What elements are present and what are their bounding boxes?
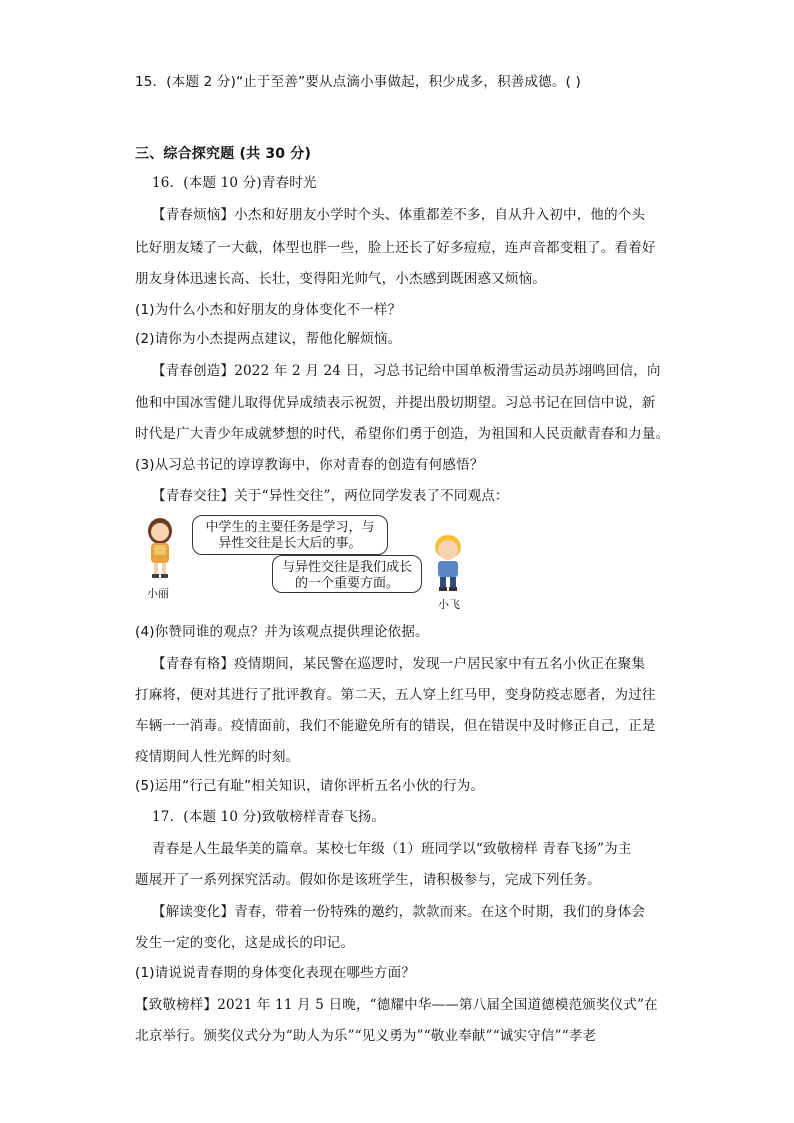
sub-question: (4)你赞同谁的观点？并为该观点提供理论依据。: [135, 624, 429, 640]
paragraph-line: 题展开了一系列探究活动。假如你是该班学生，请积极参与，完成下列任务。: [135, 872, 601, 888]
paragraph-line: 车辆一一消毒。疫情面前，我们不能避免所有的错误，但在错误中及时修正自己，正是: [135, 718, 656, 734]
question-17-header: 17．(本题 10 分)致敬榜样青春飞扬。: [152, 809, 386, 825]
question-16-header: 16．(本题 10 分)青春时光: [152, 175, 317, 191]
bubble-text: 中学生的主要任务是学习，与: [205, 520, 375, 535]
paragraph-line: 发生一定的变化，这是成长的印记。: [135, 935, 355, 951]
speech-bubble-right: [272, 555, 422, 593]
question-15: 15．(本题 2 分)“止于至善”要从点滴小事做起，积少成多，积善成德。( ): [135, 74, 581, 90]
section-title: 三、综合探究题 (共 30 分): [135, 146, 312, 162]
paragraph-line: 【青春创造】2022 年 2 月 24 日，习总书记给中国单板滑雪运动员苏翊鸣回信，向: [152, 363, 661, 379]
paragraph-line: 疫情期间人性光辉的时刻。: [135, 749, 300, 765]
name-label-left: 小丽: [147, 587, 169, 600]
bubble-text: 的一个重要方面。: [294, 576, 399, 591]
girl-figure: [143, 517, 177, 579]
paragraph-line: 时代是广大青少年成就梦想的时代，希望你们勇于创造，为祖国和人民贡献青春和力量。: [135, 426, 670, 442]
paragraph-line: 【青春烦恼】小杰和好朋友小学时个头、体重都差不多，自从升入初中，他的个头: [152, 207, 646, 223]
boy-figure: [428, 533, 468, 593]
sub-question: (1)为什么小杰和好朋友的身体变化不一样？: [135, 302, 402, 318]
paragraph-line: 朋友身体迅速长高、长壮，变得阳光帅气，小杰感到既困惑又烦恼。: [135, 271, 546, 287]
sub-question: (5)运用“行己有耻”相关知识，请你评析五名小伙的行为。: [135, 778, 485, 794]
paragraph-line: 青春是人生最华美的篇章。某校七年级（1）班同学以“致敬榜样 青春飞扬”为主: [152, 841, 632, 857]
sub-question: (1)请说说青春期的身体变化表现在哪些方面？: [135, 965, 416, 981]
paragraph-line: 【青春有格】疫情期间，某民警在巡逻时，发现一户居民家中有五名小伙正在聚集: [152, 656, 646, 672]
bubble-text: 与异性交往是我们成长: [281, 560, 412, 575]
sub-question: (2)请你为小杰提两点建议，帮他化解烦恼。: [135, 331, 402, 347]
paragraph-line: 北京举行。颁奖仪式分为“助人为乐”“见义勇为”“敬业奉献”“诚实守信”“孝老: [135, 1028, 597, 1044]
name-label-right: 小飞: [438, 598, 460, 611]
paragraph-line: 【青春交往】关于“异性交往”，两位同学发表了不同观点：: [152, 488, 509, 504]
paragraph-line: 【解读变化】青春，带着一份特殊的邀约，款款而来。在这个时期，我们的身体会: [152, 904, 646, 920]
paragraph-line: 比好朋友矮了一大截，体型也胖一些，脸上还长了好多痘痘，连声音都变粗了。看着好: [135, 240, 656, 256]
paragraph-line: 打麻将，便对其进行了批评教育。第二天，五人穿上红马甲，变身防疫志愿者，为过往: [135, 687, 656, 703]
sub-question: (3)从习总书记的谆谆教诲中，你对青春的创造有何感悟？: [135, 457, 484, 473]
paragraph-line: 【致敬榜样】2021 年 11 月 5 日晚，“德耀中华——第八届全国道德模范颁奖仪式”在: [135, 997, 658, 1013]
speech-bubble-left: [192, 515, 388, 555]
bubble-text: 异性交往是长大后的事。: [218, 536, 362, 551]
paragraph-line: 他和中国冰雪健儿取得优异成绩表示祝贺，并提出殷切期望。习总书记在回信中说，新: [135, 395, 656, 411]
